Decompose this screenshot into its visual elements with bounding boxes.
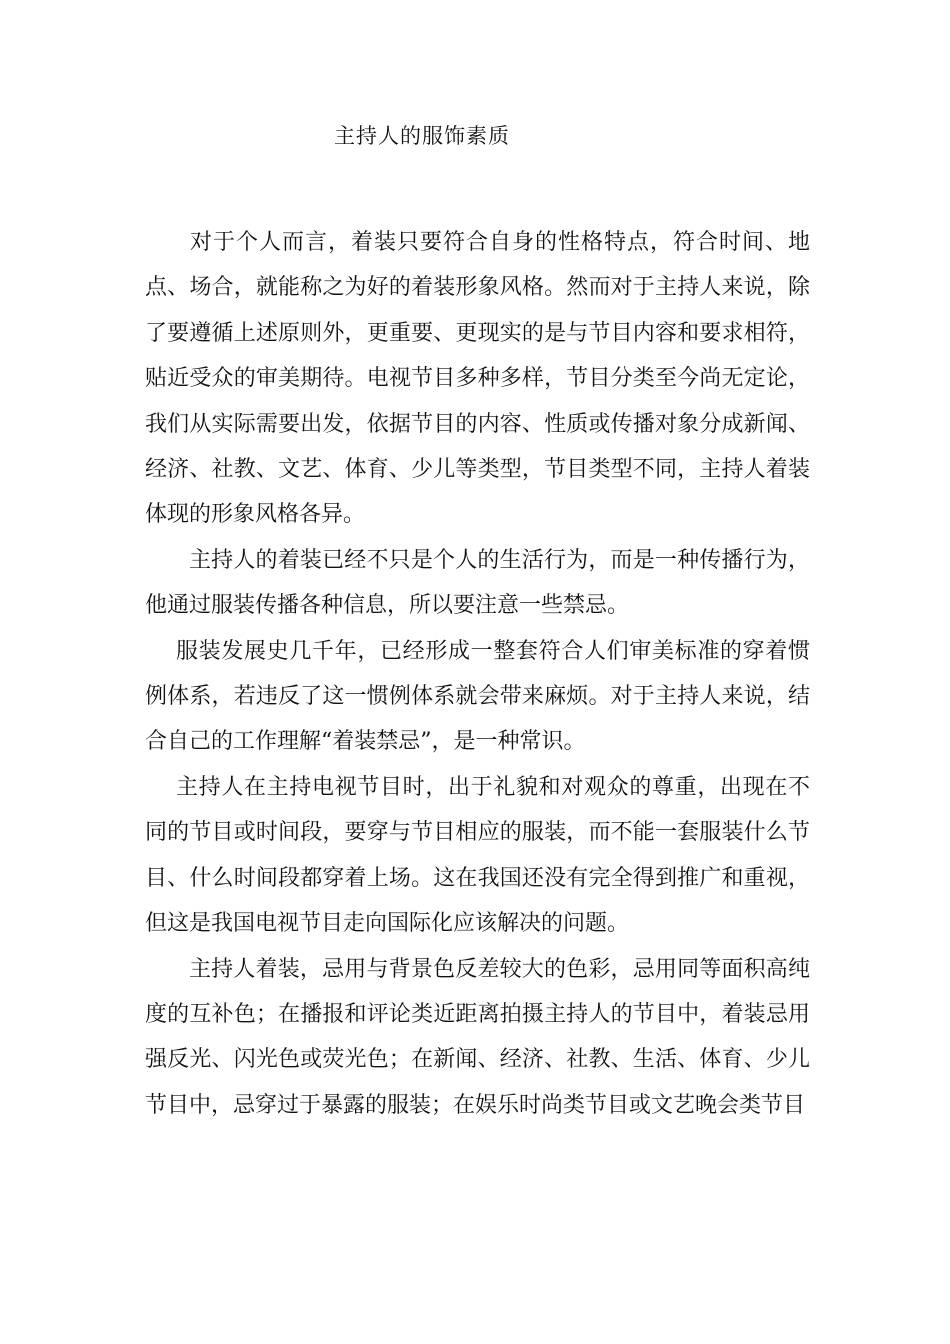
paragraph-1: 对于个人而言，着装只要符合自身的性格特点，符合时间、地点、场合，就能称之为好的着装形象风格。然而对于主持人来说，除了要遵循上述原则外，更重要、更现实的是与节目内容和要求相符，贴近受众的审美期待。电视节目多种多样，节目分类至今尚无定论，我们从实际需要出发，依据节目的内容、性质或传播对象分成新闻、经济、社教、文艺、体育、少儿等类型，节目类型不同，主持人着装体现的形象风格各异。 xyxy=(145,230,810,528)
paragraph-4: 主持人在主持电视节目时，出于礼貌和对观众的尊重，出现在不同的节目或时间段，要穿与节目相应的服装，而不能一套服装什么节目、什么时间段都穿着上场。这在我国还没有完全得到推广和重视，但这是我国电视节目走向国际化应该解决的问题。 xyxy=(145,774,810,937)
paragraph-5: 主持人着装，忌用与背景色反差较大的色彩，忌用同等面积高纯度的互补色；在播报和评论类近距离拍摄主持人的节目中，着装忌用强反光、闪光色或荧光色；在新闻、经济、社教、生活、体育、少儿节目中，忌穿过于暴露的服装；在娱乐时尚类节目或文艺晚会类节目 xyxy=(145,956,810,1118)
document-title: 主持人的服饰素质 xyxy=(334,124,510,148)
paragraph-3: 服装发展史几千年，已经形成一整套符合人们审美标准的穿着惯例体系，若违反了这一惯例体系就会带来麻烦。对于主持人来说，结合自己的工作理解“着装禁忌”，是一种常识。 xyxy=(145,638,810,755)
document-body xyxy=(145,220,810,1128)
paragraph-2: 主持人的着装已经不只是个人的生活行为，而是一种传播行为，他通过服装传播各种信息，所以要注意一些禁忌。 xyxy=(145,547,810,619)
